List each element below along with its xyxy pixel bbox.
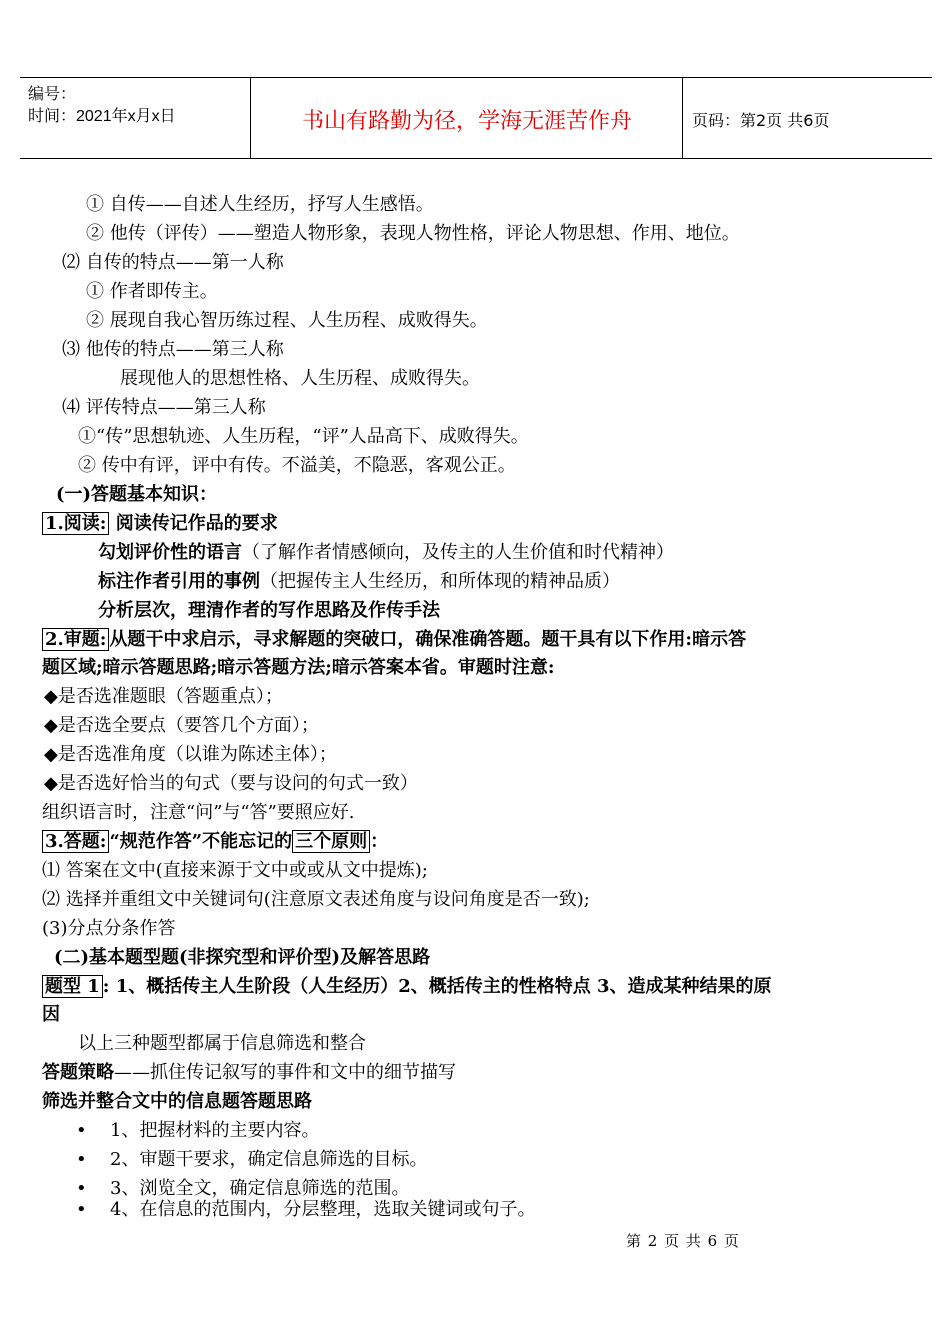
bullet-item [76,1118,319,1144]
review-label: 2.审题: [42,628,109,651]
diamond-item: ◆是否选准角度（以谁为陈述主体）； [44,744,337,765]
header-page-label: 页码：第2页 共6页 [692,111,830,130]
bullet-item [76,1197,535,1223]
section-title: (一)答题基本知识： [56,484,218,505]
text-line: ② 他传（评传）——塑造人物形象，表现人物性格，评论人物思想、作用、地位。 [86,223,740,244]
strategy-bold: 答题策略 [42,1062,114,1083]
read-item-bold: 勾划评价性的语言 [98,542,242,563]
answer-box: 三个原则 [292,830,370,853]
bullet-text: 1、把握材料的主要内容。 [110,1120,320,1141]
answer-heading [42,829,388,855]
page-footer: 第 2 页 共 6 页 [626,1232,740,1250]
read-item-rest: （把握传主人生经历，和所体现的精神品质） [260,571,620,592]
bullet-icon: • [76,1199,87,1220]
principle-item: ⑴ 答案在文中(直接来源于文中或或从文中提炼); [42,860,428,881]
bullet-text: 4、在信息的范围内，分层整理，选取关键词或句子。 [110,1199,536,1220]
type-heading [42,974,772,1000]
type-text: : 1、概括传主人生阶段（人生经历）2、概括传主的性格特点 3、造成某种结果的原 [102,976,772,997]
diamond-item: ◆是否选好恰当的句式（要与设问的句式一致） [44,773,418,794]
read-text: 阅读传记作品的要求 [115,513,278,534]
bullet-icon: • [76,1178,87,1199]
principle-item: ⑵ 选择并重组文中关键词句(注意原文表述角度与设问角度是否一致); [42,889,590,910]
header-left [28,84,176,128]
answer-colon: ： [370,831,389,852]
bullet-icon: • [76,1149,87,1170]
read-item: 分析层次，理清作者的写作思路及作传手法 [98,600,440,621]
text-line: ② 展现自我心智历练过程、人生历程、成败得失。 [86,310,488,331]
bullet-item [76,1147,427,1173]
text-line: 组织语言时，注意“问”与“答”要照应好. [42,802,355,823]
section-title: (二)基本题型题(非探究型和评价型)及解答思路 [54,947,431,968]
text-line: ⑷ 评传特点——第三人称 [62,397,266,418]
header-motto: 书山有路勤为径，学海无涯苦作舟 [301,109,632,134]
header-divider [250,78,251,158]
review-text: 从题干中求启示，寻求解题的突破口，确保准确答题。题干具有以下作用:暗示答 [109,629,747,650]
text-line: ⑵ 自传的特点——第一人称 [62,252,284,273]
number-label: 编号： [28,86,77,103]
screen-title: 筛选并整合文中的信息题答题思路 [42,1091,312,1112]
bullet-text: 3、浏览全文，确定信息筛选的范围。 [110,1178,410,1199]
text-line: ② 传中有评，评中有传。不溢美，不隐恶，客观公正。 [78,455,516,476]
text-line: 展现他人的思想性格、人生历程、成败得失。 [120,368,480,389]
text-line: ①“传”思想轨迹、人生历程，“评”人品高下、成败得失。 [78,426,529,447]
read-label: 1.阅读: [42,512,109,535]
read-heading [42,511,278,537]
page-header [20,77,932,159]
principle-item: (3)分点分条作答 [42,918,176,939]
bullet-icon: • [76,1120,87,1141]
answer-text: “规范作答”不能忘记的 [109,831,293,852]
bullet-text: 2、审题干要求，确定信息筛选的目标。 [110,1149,428,1170]
read-item-rest: （了解作者情感倾向，及传主的人生价值和时代精神） [242,542,674,563]
read-item-bold: 标注作者引用的事例 [98,571,260,592]
review-text-cont: 题区域;暗示答题思路;暗示答题方法;暗示答案本省。审题时注意: [42,657,555,678]
strategy-rest: ——抓住传记叙写的事件和文中的细节描写 [114,1062,456,1083]
text-line: ① 自传——自述人生经历，抒写人生感悟。 [86,194,434,215]
read-item [98,569,620,595]
text-line: 以上三种题型都属于信息筛选和整合 [78,1033,366,1054]
strategy-line [42,1060,456,1086]
diamond-item: ◆是否选准题眼（答题重点）； [44,686,283,707]
header-divider [682,78,683,158]
answer-label: 3.答题: [42,830,109,853]
read-item [98,540,674,566]
time-label: 时间：2021年x月x日 [28,108,176,125]
text-line: ① 作者即传主。 [86,281,218,302]
review-heading [42,627,746,653]
diamond-item: ◆是否选全要点（要答几个方面）； [44,715,319,736]
type-text-cont: 因 [42,1004,60,1025]
type-label: 题型 1 [42,975,103,998]
text-line: ⑶ 他传的特点——第三人称 [62,339,284,360]
